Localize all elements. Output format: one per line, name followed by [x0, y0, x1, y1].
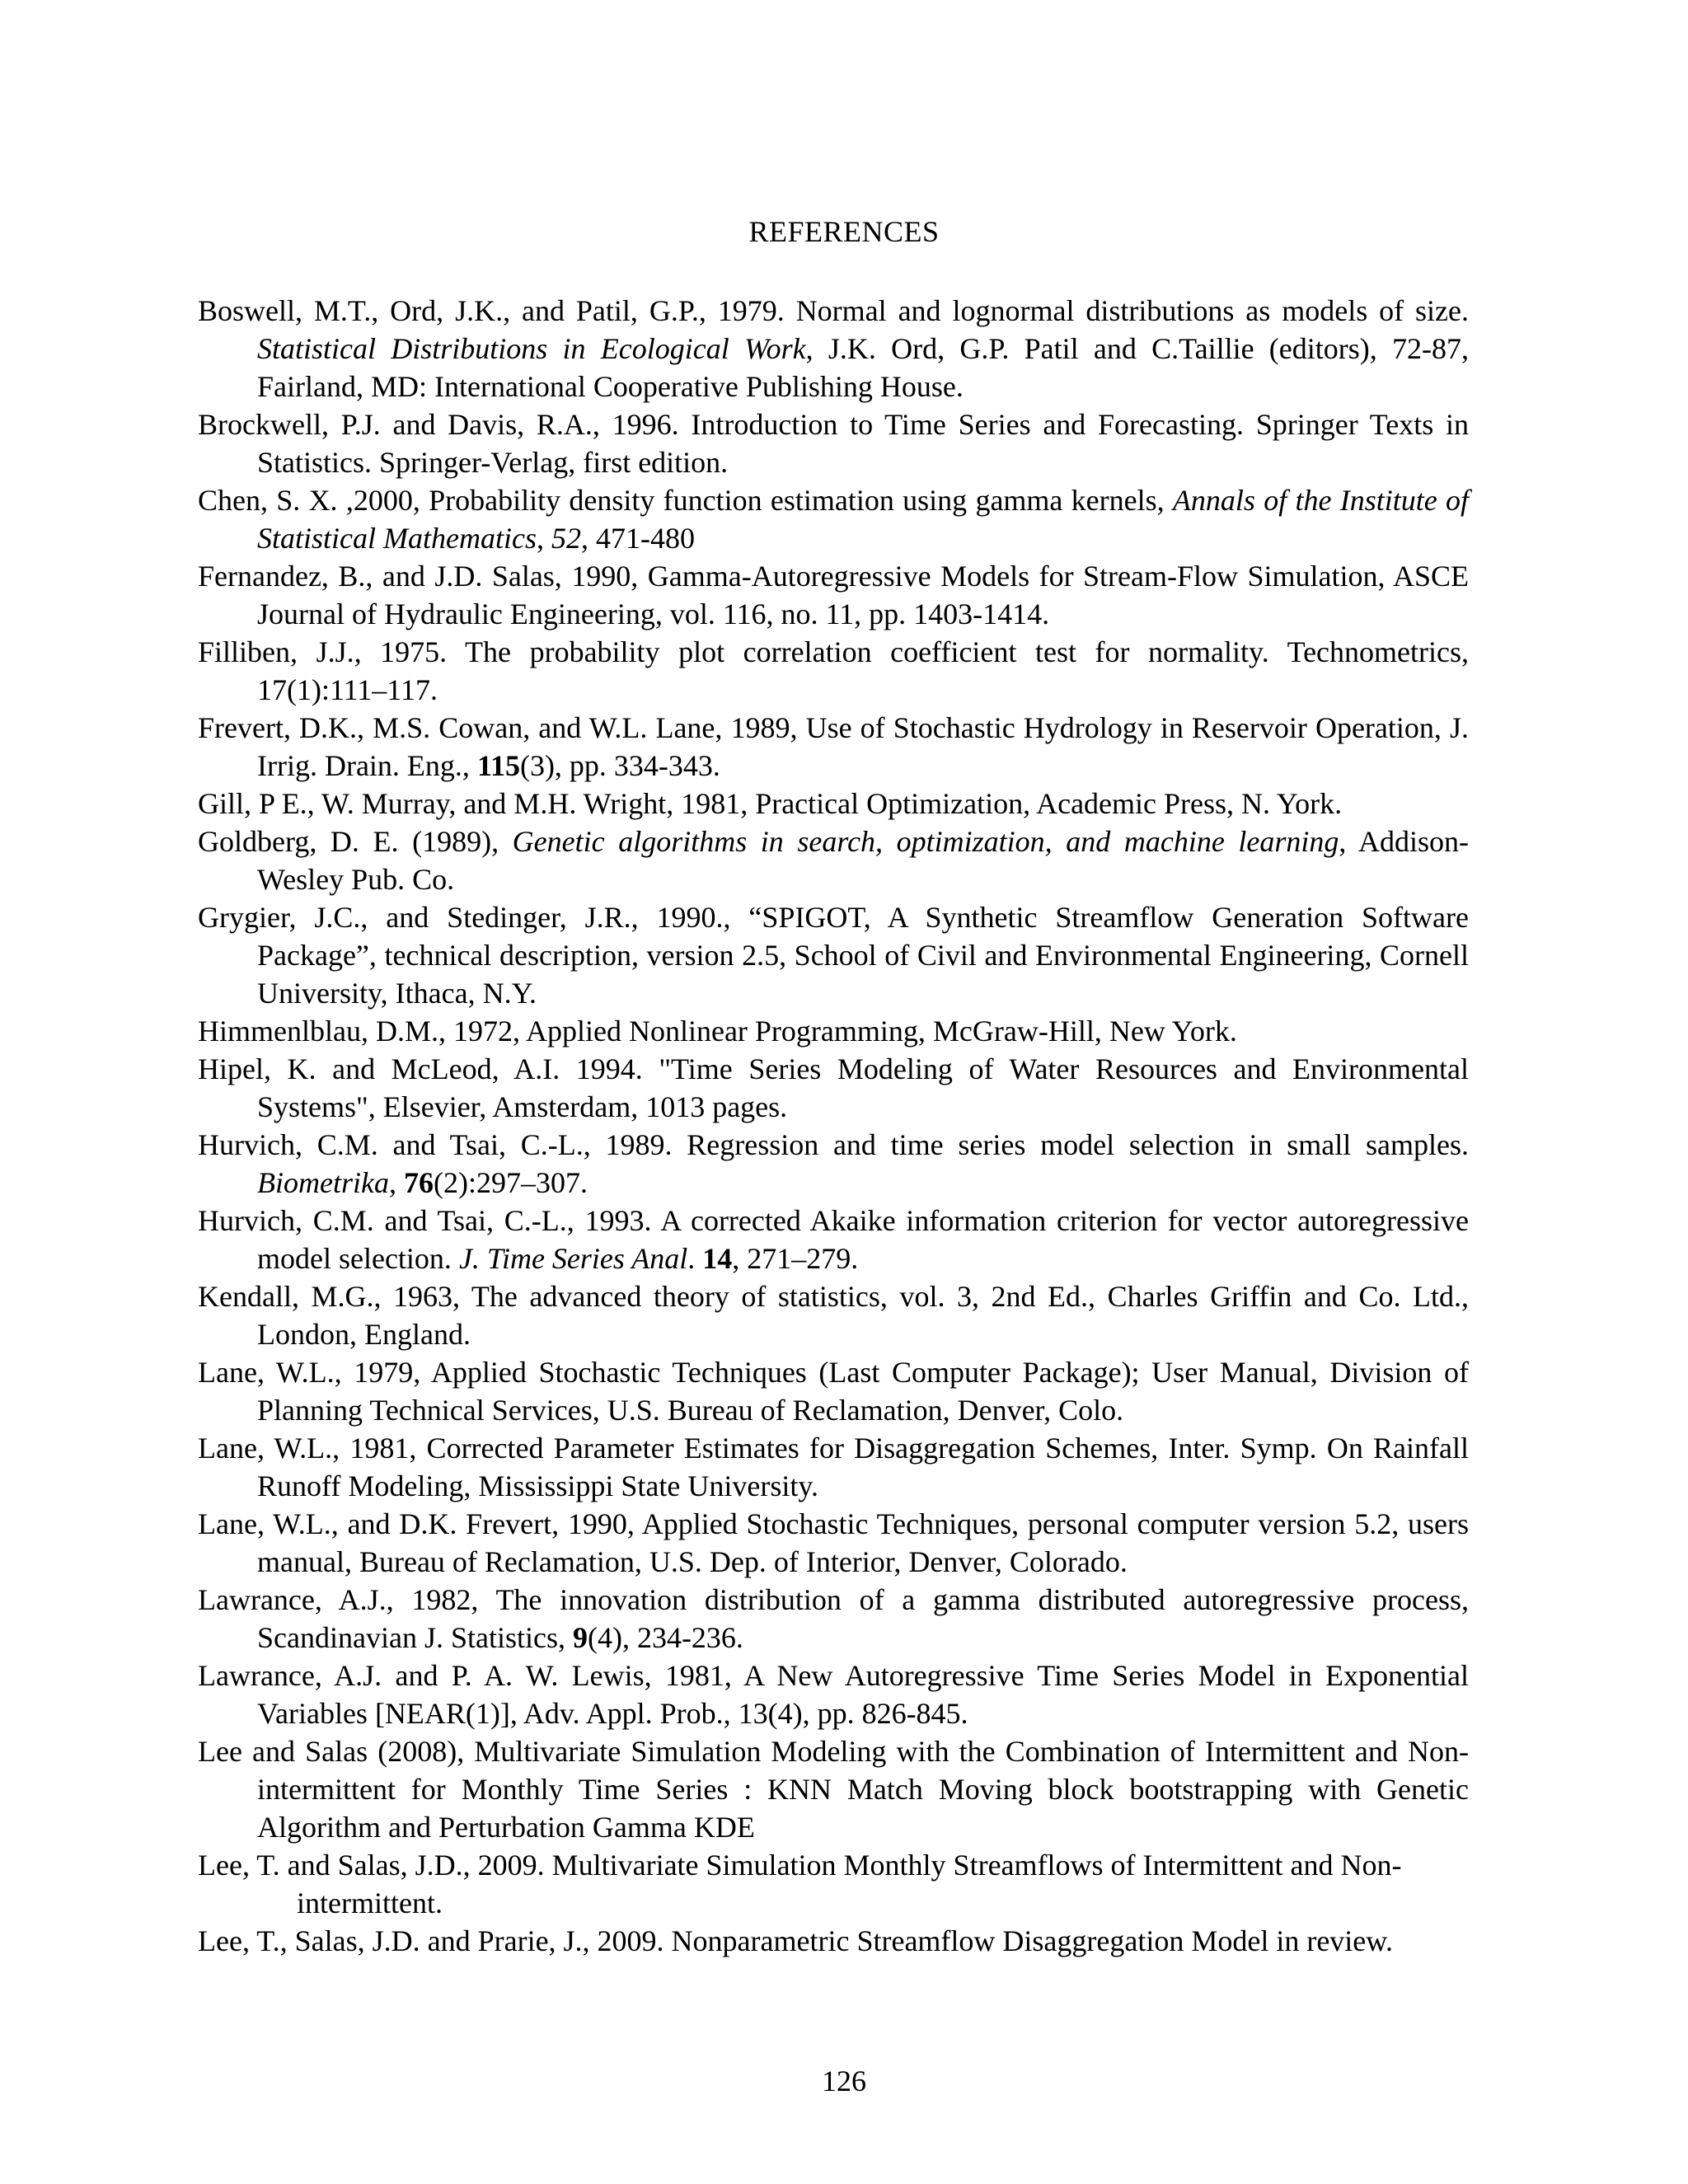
reference-text: Kendall, M.G., 1963, The advanced theory of statistics, vol. 3, 2nd Ed., Charles Griffin and Co. Ltd., London, England. [198, 1280, 1469, 1351]
reference-text: Grygier, J.C., and Stedinger, J.R., 1990., “SPIGOT, A Synthetic Streamflow Generation Software Package”, technical description, version 2.5, School of Civil and Environmental Engineering, Cornell University, Ithaca, N.Y. [198, 901, 1469, 1010]
reference-entry-kendall1963 [198, 1277, 1469, 1353]
reference-text: Lee, T. and Salas, J.D., 2009. Multivariate Simulation Monthly Streamflows of Intermittent and Non-intermittent. [198, 1849, 1402, 1919]
reference-text: (4), 234-236. [587, 1621, 743, 1654]
reference-text: Goldberg, D. E. (1989), [198, 825, 513, 858]
reference-entry-lane1979 [198, 1353, 1469, 1429]
reference-text: 115 [476, 749, 520, 782]
page-number: 126 [822, 2064, 866, 2097]
reference-text: Genetic algorithms in search, optimization, and machine learning [512, 825, 1339, 858]
reference-text: Gill, P E., W. Murray, and M.H. Wright, 1981, Practical Optimization, Academic Press, N. York. [198, 787, 1343, 820]
reference-entry-frevert1989 [198, 709, 1469, 785]
reference-text: 52 [551, 522, 581, 555]
reference-text: Hipel, K. and McLeod, A.I. 1994. "Time Series Modeling of Water Resources and Environmental Systems", Elsevier, Amsterdam, 1013 pages. [198, 1052, 1469, 1123]
reference-entry-boswell1979 [198, 292, 1469, 405]
reference-text: , [388, 1166, 404, 1199]
reference-text: Brockwell, P.J. and Davis, R.A., 1996. Introduction to Time Series and Forecasting. Springer Texts in Statistics. Springer-Verlag, first edition. [198, 408, 1469, 479]
reference-entry-hurvich1989 [198, 1126, 1469, 1202]
reference-text: . [687, 1242, 703, 1275]
reference-text: Biometrika [257, 1166, 389, 1199]
reference-text: Lane, W.L., 1981, Corrected Parameter Estimates for Disaggregation Schemes, Inter. Symp. On Rainfall Runoff Modeling, Mississippi State University. [198, 1432, 1469, 1502]
reference-text: Boswell, M.T., Ord, J.K., and Patil, G.P., 1979. Normal and lognormal distributions as models of size. [198, 294, 1469, 327]
reference-text: Filliben, J.J., 1975. The probability plot correlation coefficient test for normality. Technometrics, 17(1):111–117. [198, 635, 1469, 706]
reference-entry-lawrance1982 [198, 1581, 1469, 1657]
reference-text: Lawrance, A.J., 1982, The innovation distribution of a gamma distributed autoregressive process, Scandinavian J. Statistics, [198, 1583, 1469, 1654]
reference-entry-lane1981 [198, 1429, 1469, 1505]
reference-text: 14 [702, 1242, 733, 1275]
reference-entry-lawrance1981 [198, 1657, 1469, 1732]
reference-text: Hurvich, C.M. and Tsai, C.-L., 1993. A corrected Akaike information criterion for vector autoregressive model selection. [198, 1204, 1469, 1275]
reference-entry-brockwell1996 [198, 405, 1469, 481]
reference-text: , Addison-Wesley Pub. Co. [257, 825, 1469, 896]
reference-text: (3), pp. 334-343. [519, 749, 720, 782]
reference-entry-fernandez1990 [198, 557, 1469, 633]
reference-text: Chen, S. X. ,2000, Probability density function estimation using gamma kernels, [198, 484, 1173, 517]
reference-entry-hurvich1993 [198, 1202, 1469, 1277]
reference-entry-goldberg1989 [198, 823, 1469, 898]
reference-text: , J.K. Ord, G.P. Patil and C.Taillie (editors), 72-87, Fairland, MD: International Cooperative Publishing House. [257, 332, 1469, 403]
reference-text: Lee and Salas (2008), Multivariate Simulation Modeling with the Combination of Intermittent and Non-intermittent for Monthly Time Series : KNN Match Moving block bootstrapping with Genetic Algorithm and Perturbation Gamma KDE [198, 1735, 1469, 1844]
reference-entry-himmenlblau1972 [198, 1012, 1469, 1050]
reference-text: Lane, W.L., and D.K. Frevert, 1990, Applied Stochastic Techniques, personal computer version 5.2, users manual, Bureau of Reclamation, U.S. Dep. of Interior, Denver, Colorado. [198, 1507, 1469, 1578]
reference-text: , 271–279. [732, 1242, 859, 1275]
reference-entry-filliben1975 [198, 633, 1469, 709]
reference-text: Annals of the Institute of Statistical Mathematics [257, 484, 1469, 555]
reference-text: 9 [572, 1621, 588, 1654]
reference-text: Lawrance, A.J. and P. A. W. Lewis, 1981, A New Autoregressive Time Series Model in Exponential Variables [NEAR(1)], Adv. Appl. Prob., 13(4), pp. 826-845. [198, 1659, 1469, 1730]
reference-entry-hipel1994 [198, 1050, 1469, 1126]
reference-text: (2):297–307. [433, 1166, 588, 1199]
reference-text: Fernandez, B., and J.D. Salas, 1990, Gamma-Autoregressive Models for Stream-Flow Simulation, ASCE Journal of Hydraulic Engineering, vol. 116, no. 11, pp. 1403-1414. [198, 560, 1469, 630]
reference-list [198, 292, 1469, 1960]
reference-text: Frevert, D.K., M.S. Cowan, and W.L. Lane, 1989, Use of Stochastic Hydrology in Reservoir Operation, J. Irrig. Drain. Eng., [198, 711, 1469, 782]
reference-text: Himmenlblau, D.M., 1972, Applied Nonlinear Programming, McGraw-Hill, New York. [198, 1015, 1237, 1047]
reference-text: Statistical Distributions in Ecological Work [257, 332, 806, 365]
reference-entry-chen2000 [198, 481, 1469, 557]
reference-entry-lee2008 [198, 1732, 1469, 1846]
reference-entry-lee2009b [198, 1922, 1469, 1960]
page-title: REFERENCES [748, 215, 940, 248]
reference-entry-grygier1990 [198, 898, 1469, 1012]
reference-entry-lee2009a [198, 1846, 1469, 1922]
reference-text: Lane, W.L., 1979, Applied Stochastic Techniques (Last Computer Package); User Manual, Division of Planning Technical Services, U.S. Bureau of Reclamation, Denver, Colo. [198, 1356, 1469, 1427]
reference-text: , [536, 522, 551, 555]
reference-text: Lee, T., Salas, J.D. and Prarie, J., 2009. Nonparametric Streamflow Disaggregation Model in review. [198, 1924, 1393, 1957]
reference-text: 76 [403, 1166, 434, 1199]
reference-text: , 471-480 [580, 522, 695, 555]
reference-entry-gill1981 [198, 785, 1469, 823]
reference-text: Hurvich, C.M. and Tsai, C.-L., 1989. Regression and time series model selection in small samples. [198, 1128, 1469, 1161]
reference-text: J. Time Series Anal [458, 1242, 688, 1275]
reference-entry-lane1990 [198, 1505, 1469, 1581]
